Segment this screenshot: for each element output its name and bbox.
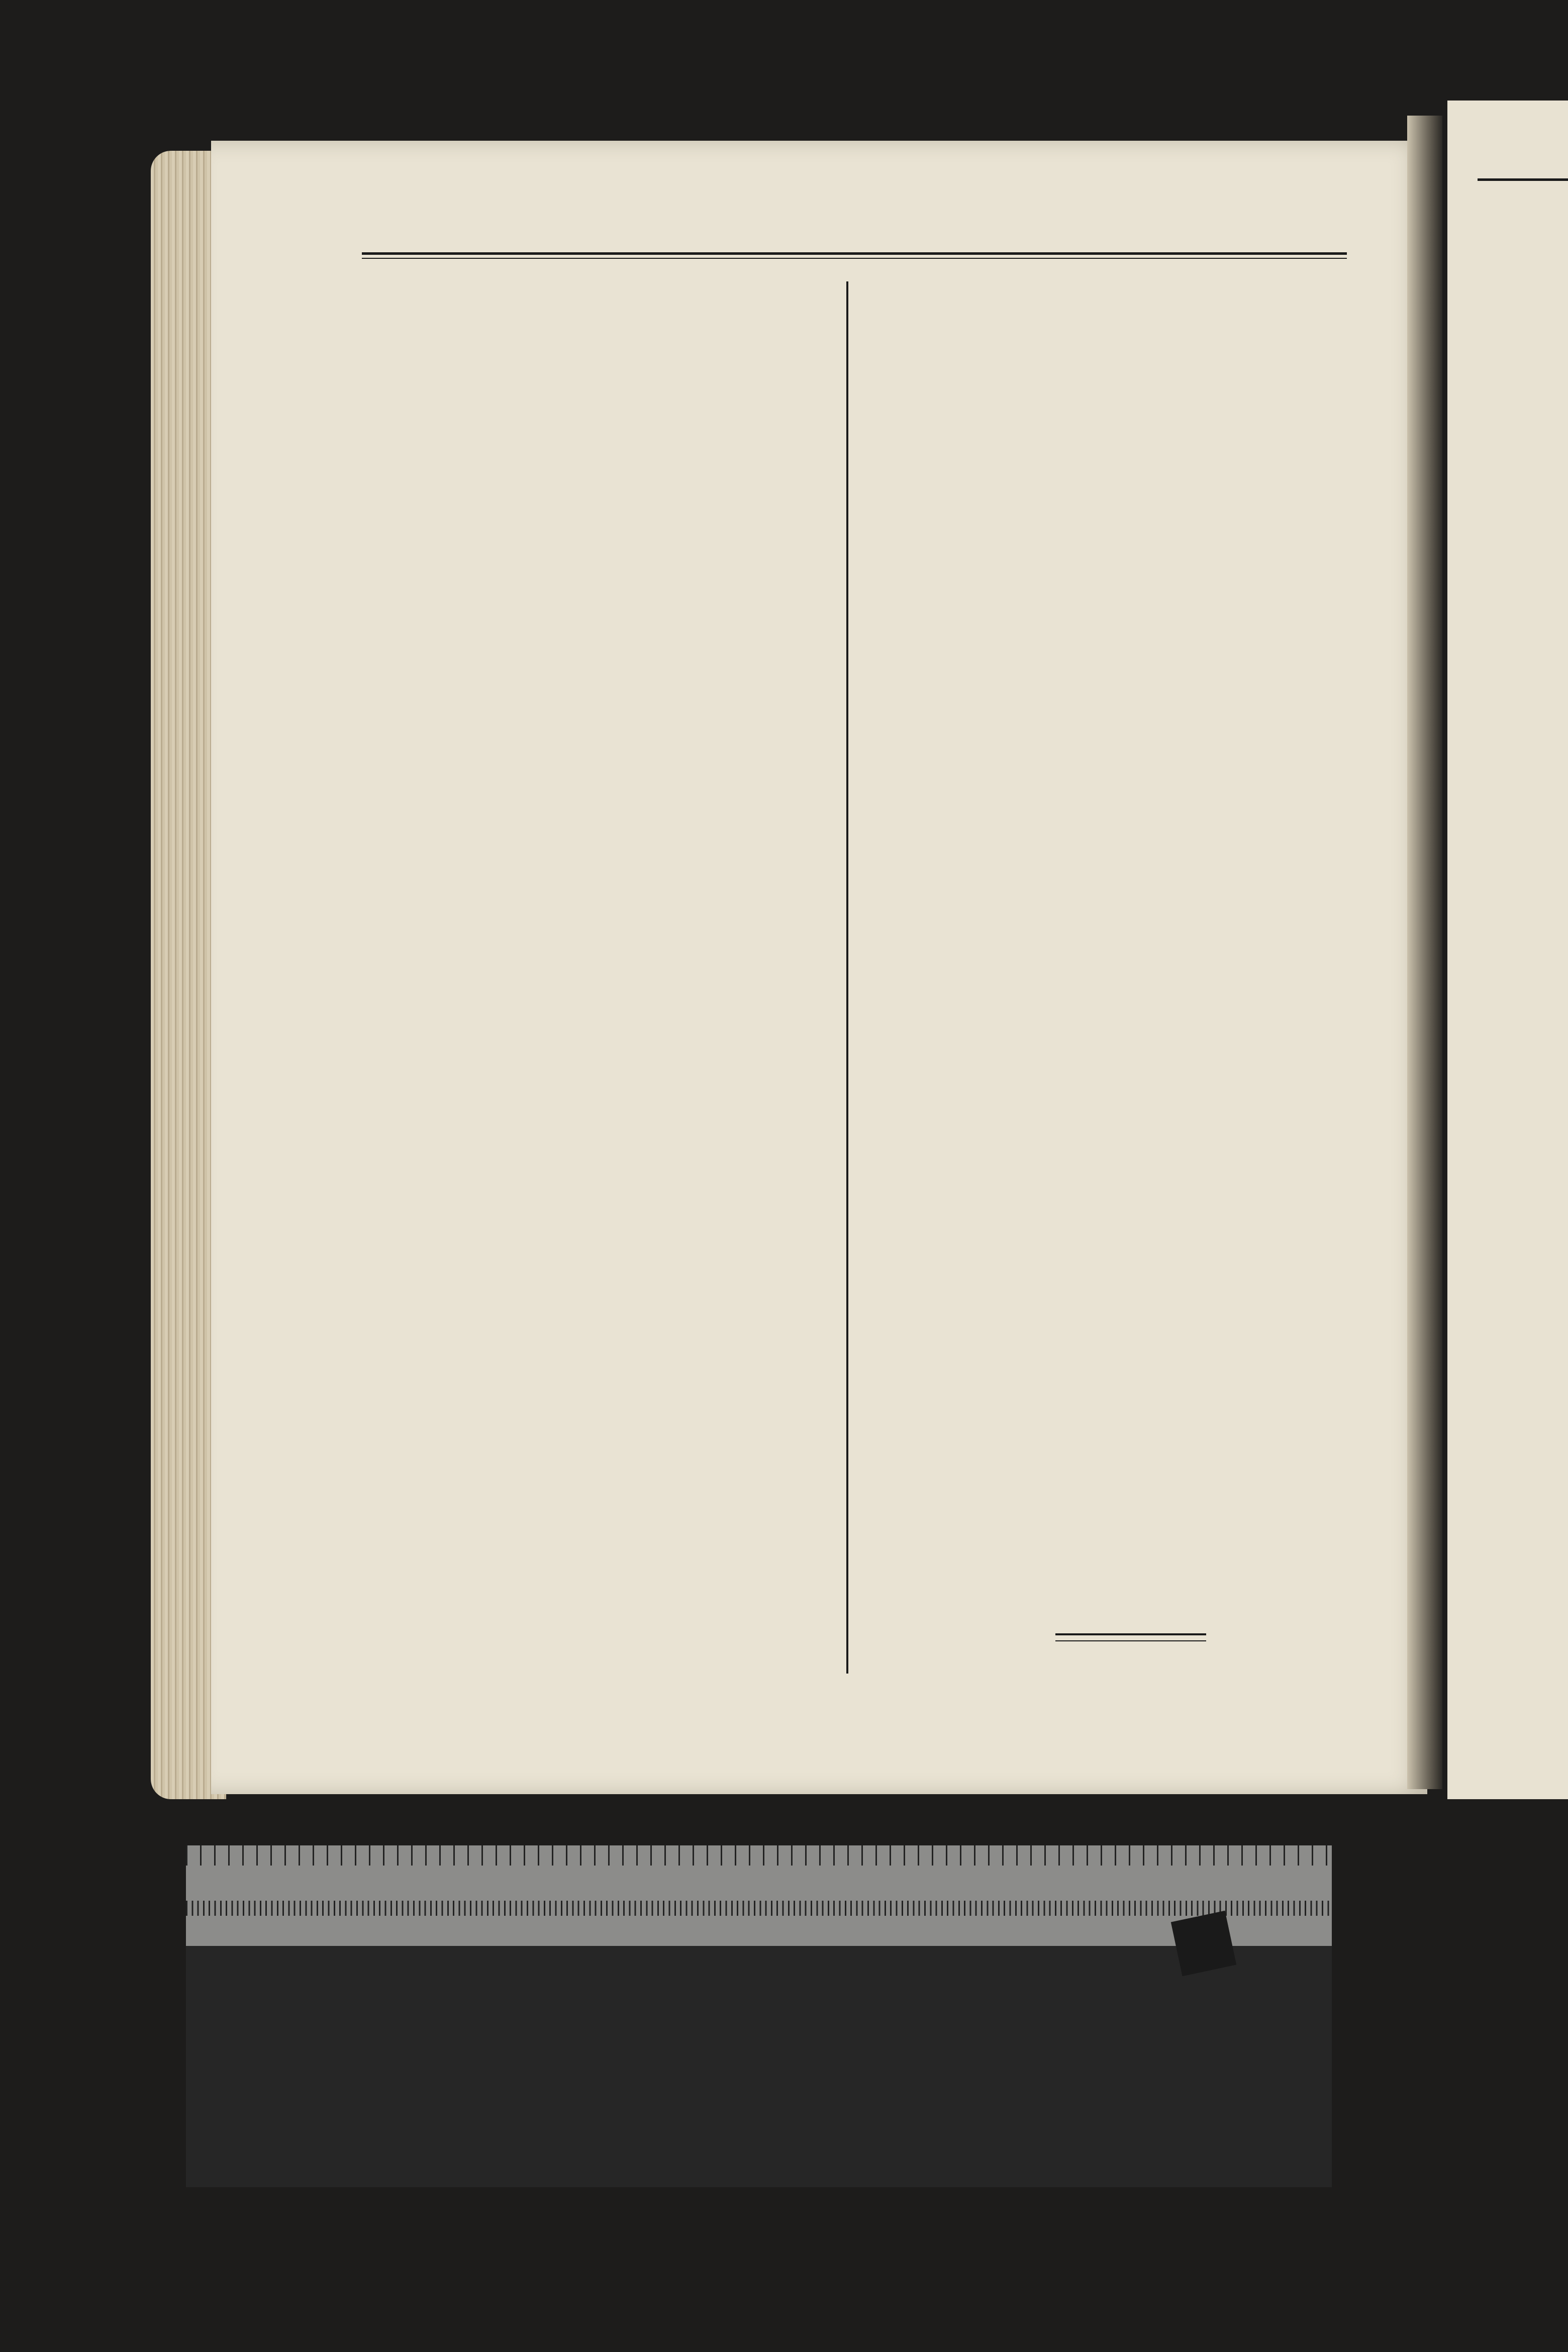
cm-ticks	[186, 1901, 1332, 1916]
right-column	[859, 286, 1362, 307]
end-rule	[1055, 1633, 1206, 1635]
ruler	[186, 1845, 1332, 1946]
end-rule-thin	[1055, 1640, 1206, 1641]
left-page	[211, 141, 1427, 1794]
swatch-labels	[186, 1964, 1332, 1994]
adjacent-header-rule	[1478, 178, 1568, 181]
swatch-row-light	[186, 1996, 1332, 2087]
adjacent-page	[1447, 101, 1568, 1799]
colour-chart	[186, 1845, 1332, 2187]
header-rule-thin	[362, 258, 1347, 259]
inch-ticks	[186, 1845, 1332, 1866]
book-gutter	[1407, 116, 1442, 1789]
swatch-row-dark	[186, 2092, 1332, 2182]
left-column	[332, 286, 849, 289]
dateline	[859, 302, 1362, 307]
column-divider	[846, 281, 848, 1674]
header-rule	[362, 252, 1347, 255]
